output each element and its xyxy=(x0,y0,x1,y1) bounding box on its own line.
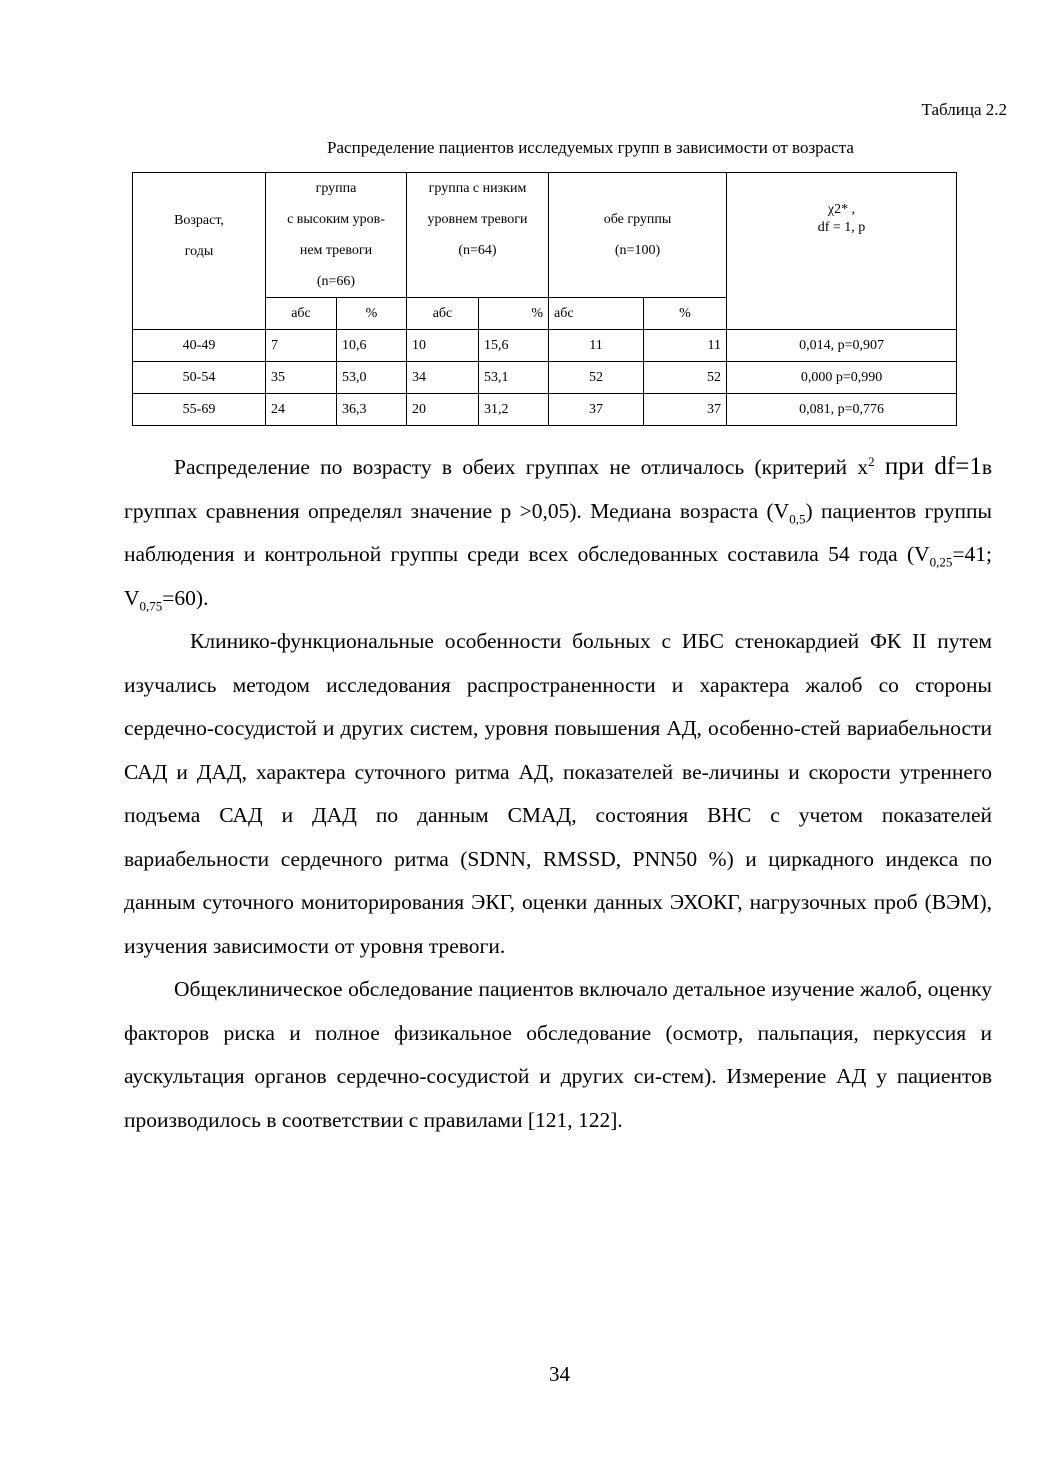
paragraph-clinical-features: Клинико-функциональные особенности больных с ИБС стенокардией ФК II путем изучались методом исследования распространенности и характера жалоб со стороны сердечно-сосудистой и других систем, уровня повышения АД, особенно-стей вариабельности САД и ДАД, характера суточного ритма АД, показателей ве-личины и скорости утреннего подъема САД и ДАД по данным СМАД, состояния ВНС с учетом показателей вариабельности сердечного ритма (SDNN, RMSSD, PNN50 %) и циркадного индекса по данным суточного мониторирования ЭКГ, оценки данных ЭХОКГ, нагрузочных проб (ВЭМ), изучения зависимости от уровня тревоги. xyxy=(124,629,992,958)
p1-text-pri: при xyxy=(884,453,925,480)
table-row xyxy=(133,330,957,362)
age-distribution-table xyxy=(132,172,957,426)
p1-text-e: =41; V xyxy=(124,542,992,610)
cell-age: 55-69 xyxy=(133,394,266,426)
group-high-line4: (n=66) xyxy=(316,274,356,289)
cell-high-pct: 36,3 xyxy=(337,394,407,426)
paragraph-general-exam: Общеклиническое обследование пациентов включало детальное изучение жалоб, оценку факторов риска и полное физикальное обследование (осмотр, пальпация, перкуссия и аускультация органов сердечно-сосудистой и других си-стем). Измерение АД у пациентов производилось в соответствии с правилами [121, 122]. xyxy=(124,977,992,1132)
cell-high-abs: 24 xyxy=(266,394,337,426)
cell-low-abs: 10 xyxy=(407,330,479,362)
cell-low-abs: 20 xyxy=(407,394,479,426)
group-both-line2: (n=100) xyxy=(614,243,661,258)
subheader-abs: абс xyxy=(549,298,644,330)
p1-text-d: ) пациентов группы наблюдения и контрольной группы среди всех обследованных составила 54 года (V xyxy=(124,498,992,566)
table-row xyxy=(133,394,957,426)
table-caption: Распределение пациентов исследуемых групп в зависимости от возраста xyxy=(327,138,854,157)
chi-header xyxy=(727,173,957,330)
p1-text-f: =60). xyxy=(162,585,209,610)
p1-superscript: 2 xyxy=(868,453,875,469)
group-low-line3: (n=64) xyxy=(458,243,497,258)
subheader-pct: % xyxy=(479,298,549,330)
subheader-abs: абс xyxy=(266,298,337,330)
page-number: 34 xyxy=(549,1362,570,1386)
p1-subscript-025: 0,25 xyxy=(929,554,953,570)
table-header-row xyxy=(133,173,957,298)
cell-both-pct: 37 xyxy=(644,394,727,426)
chi-header-line2: df = 1, p xyxy=(817,220,866,235)
cell-both-abs: 37 xyxy=(549,394,644,426)
p1-text-a: Распределение по возрасту в обеих группах не отличалось (критерий х xyxy=(174,455,869,479)
cell-low-abs: 34 xyxy=(407,362,479,394)
cell-both-abs: 11 xyxy=(549,330,644,362)
cell-high-pct: 10,6 xyxy=(337,330,407,362)
group-low-header xyxy=(407,173,549,298)
cell-both-pct: 11 xyxy=(644,330,727,362)
cell-chi: 0,014, p=0,907 xyxy=(727,330,957,362)
chi-header-line1: χ2* , xyxy=(827,202,856,217)
cell-age: 40-49 xyxy=(133,330,266,362)
group-low-line2: уровнем тревоги xyxy=(427,212,528,227)
paragraph-age-distribution xyxy=(124,445,992,620)
subheader-abs: абс xyxy=(407,298,479,330)
group-low-line1: группа с низким xyxy=(428,181,527,196)
cell-both-pct: 52 xyxy=(644,362,727,394)
cell-low-pct: 53,1 xyxy=(479,362,549,394)
table-row xyxy=(133,362,957,394)
subheader-pct: % xyxy=(644,298,727,330)
cell-both-abs: 52 xyxy=(549,362,644,394)
cell-low-pct: 15,6 xyxy=(479,330,549,362)
subheader-pct: % xyxy=(337,298,407,330)
cell-high-abs: 35 xyxy=(266,362,337,394)
group-high-line1: группа xyxy=(315,181,357,196)
cell-low-pct: 31,2 xyxy=(479,394,549,426)
table-label: Таблица 2.2 xyxy=(921,100,1007,119)
age-header-line2: годы xyxy=(184,244,214,259)
cell-chi: 0,000 p=0,990 xyxy=(727,362,957,394)
age-header-line1: Возраст, xyxy=(174,213,224,228)
p1-subscript-075: 0,75 xyxy=(139,597,163,613)
group-both-header xyxy=(549,173,727,298)
cell-high-abs: 7 xyxy=(266,330,337,362)
cell-chi: 0,081, p=0,776 xyxy=(727,394,957,426)
group-high-header xyxy=(266,173,407,298)
p1-text-c: в группах сравнения определял значение р >0,05). Медиана возраста (V xyxy=(124,455,993,523)
group-both-line1: обе группы xyxy=(603,212,672,227)
group-high-line3: нем тревоги xyxy=(299,243,373,258)
group-high-line2: с высоким уров- xyxy=(287,212,385,227)
age-header xyxy=(133,173,266,330)
p1-space xyxy=(875,455,885,479)
cell-age: 50-54 xyxy=(133,362,266,394)
cell-high-pct: 53,0 xyxy=(337,362,407,394)
body-text xyxy=(124,445,992,1142)
p1-text-df: df=1 xyxy=(934,453,982,480)
p1-subscript-05: 0,5 xyxy=(789,510,806,526)
